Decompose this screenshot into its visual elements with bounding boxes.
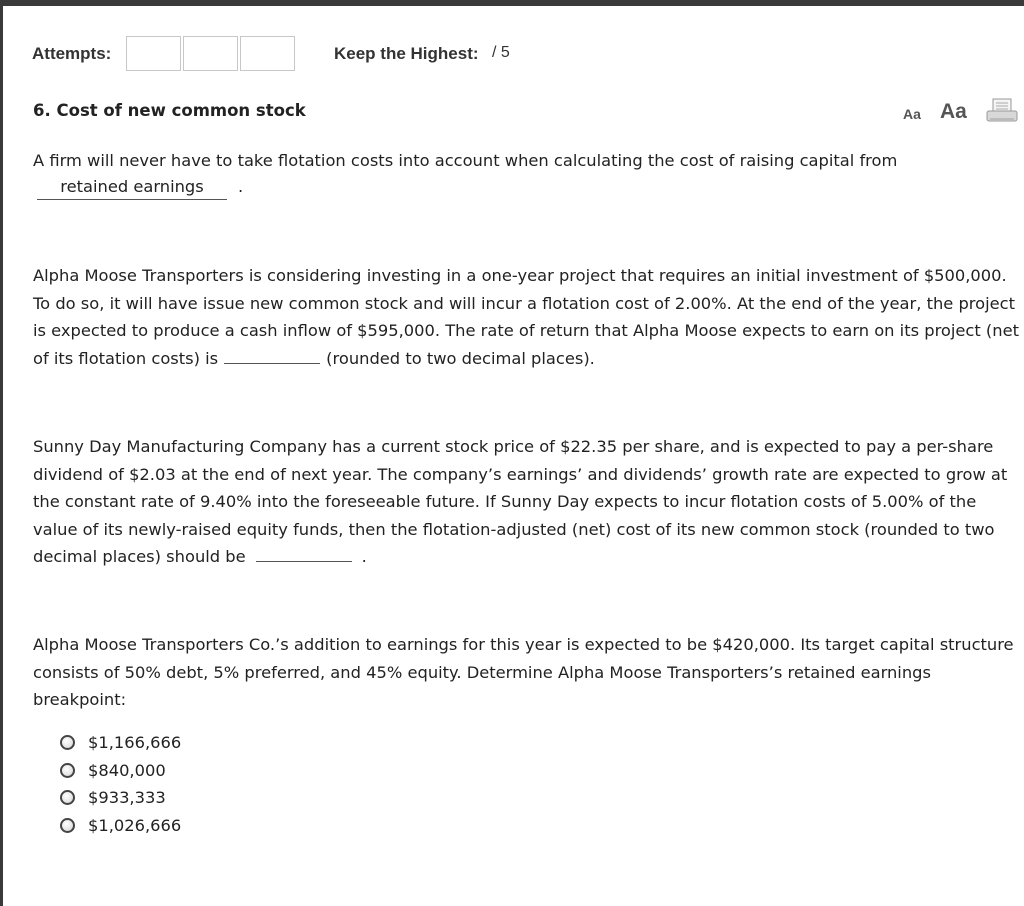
radio-button[interactable] bbox=[60, 818, 75, 833]
part3-text: Sunny Day Manufacturing Company has a current stock price of $22.35 per share, and is expected to pay a per-share dividend of $2.03 at the end of next year. The company’s earnings’ and dividends’ growth rate are expected to grow at the constant rate of 9.40% into the foreseeable future. If Sunny Day expects to incur flotation costs of 5.00% of the value of its newly-raised equity funds, then the flotation-adjusted (net) cost of its new common stock (rounded to two decimal places) should be bbox=[33, 437, 1008, 566]
question-part-4 bbox=[33, 631, 1023, 714]
radio-option[interactable] bbox=[60, 812, 181, 840]
left-border bbox=[0, 0, 3, 906]
option-label: $1,026,666 bbox=[88, 815, 182, 835]
printer-icon bbox=[986, 98, 1018, 124]
question-part-3 bbox=[33, 433, 1023, 571]
score-display: / 5 bbox=[492, 44, 510, 61]
radio-button[interactable] bbox=[60, 735, 75, 750]
font-size-large-button[interactable]: Aa bbox=[940, 100, 967, 123]
option-label: $933,333 bbox=[88, 788, 166, 808]
part1-text: A firm will never have to take flotation costs into account when calculating the cost of raising capital from bbox=[33, 151, 898, 170]
radio-button[interactable] bbox=[60, 790, 75, 805]
radio-option[interactable] bbox=[60, 757, 181, 785]
part1-period: . bbox=[238, 177, 244, 196]
radio-option[interactable] bbox=[60, 784, 181, 812]
cost-of-stock-input[interactable] bbox=[256, 547, 352, 562]
attempt-box bbox=[240, 36, 295, 71]
font-size-small-button[interactable]: Aa bbox=[903, 106, 921, 122]
question-part-2 bbox=[33, 262, 1023, 372]
attempts-label: Attempts: bbox=[32, 44, 112, 63]
option-label: $1,166,666 bbox=[88, 733, 182, 753]
attempt-box bbox=[126, 36, 181, 71]
question-part-1 bbox=[33, 147, 1023, 175]
attempt-boxes bbox=[126, 36, 297, 71]
part3-text-after: . bbox=[361, 547, 367, 566]
breakpoint-options bbox=[60, 729, 181, 839]
part2-text-after: (rounded to two decimal places). bbox=[326, 348, 595, 368]
top-border bbox=[0, 0, 1024, 6]
radio-button[interactable] bbox=[60, 763, 75, 778]
radio-option[interactable] bbox=[60, 729, 181, 757]
question-title: 6. Cost of new common stock bbox=[33, 101, 306, 120]
part2-text: Alpha Moose Transporters is considering investing in a one-year project that requires an initial investment of $500,000. To do so, it will have issue new common stock and will incur a flotation cost of 2.00%. At the end of the year, the project is expected to produce a cash inflow of $595,000. The rate of return that Alpha Moose expects to earn on its project (net of its flotation costs) is bbox=[33, 266, 1020, 368]
part4-text: Alpha Moose Transporters Co.’s addition to earnings for this year is expected to be $420,000. Its target capital structure consists of 50% debt, 5% preferred, and 45% equity. Determine Alpha Moose Transporters’s retained earnings breakpoint: bbox=[33, 635, 1014, 709]
option-label: $840,000 bbox=[88, 760, 166, 780]
rate-of-return-input[interactable] bbox=[224, 349, 320, 364]
keep-highest-label: Keep the Highest: bbox=[334, 44, 479, 63]
attempt-box bbox=[183, 36, 238, 71]
retained-earnings-dropdown[interactable]: retained earnings bbox=[37, 175, 227, 200]
print-icon[interactable] bbox=[986, 98, 1018, 128]
